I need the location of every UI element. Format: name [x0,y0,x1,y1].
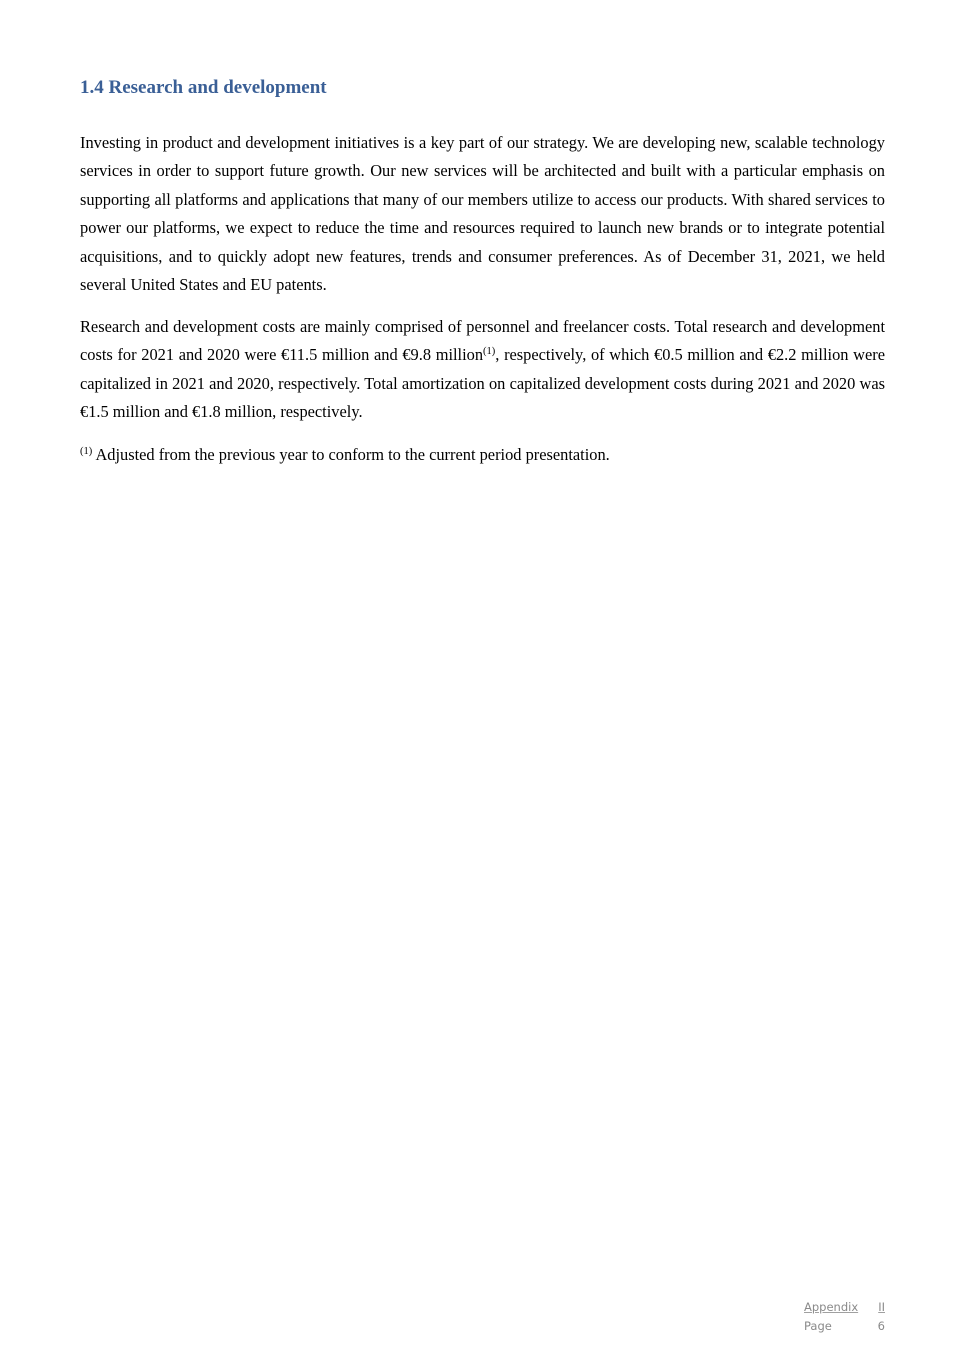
footnote-marker: (1) [80,446,93,457]
footer-appendix [804,1298,885,1317]
footnote [80,441,610,469]
footer-appendix-value: II [878,1300,885,1314]
footer-page [804,1317,885,1336]
section-heading: 1.4 Research and development [80,77,327,98]
footer-page-number: 6 [877,1319,885,1333]
footer-appendix-label: Appendix [804,1300,859,1314]
footnote-text: Adjusted from the previous year to conform to the current period presentation. [92,445,610,464]
page-footer [804,1298,885,1336]
paragraph-strategy: Investing in product and development initiatives is a key part of our strategy. We are developing new, scalable technology services in order to support future growth. Our new services will be architected and built with a particular emphasis on supporting all platforms and applications that many of our members utilize to access our products. With shared services to power our platforms, we expect to reduce the time and resources required to launch new brands or to integrate potential acquisitions, and to quickly adopt new features, trends and consumer preferences. As of December 31, 2021, we held several United States and EU patents. [80,133,885,295]
footnote-reference: (1) [483,346,496,358]
paragraph-costs-text-1: Research and development costs are mainly comprised of personnel and freelancer costs. Total research and development costs for 2021 and 2020 were €11.5 million and €9.8 million [80,317,885,365]
paragraph-costs-text-2: , respectively, of which €0.5 million and €2.2 million were capitalized in 2021 and 2020, respectively. Total amortization on capitalized development costs during 2021 and 2020 was €1.5 million and €1.8 million, respectively. [80,345,885,422]
footer-page-label: Page [804,1319,832,1333]
paragraph-costs [80,313,885,427]
